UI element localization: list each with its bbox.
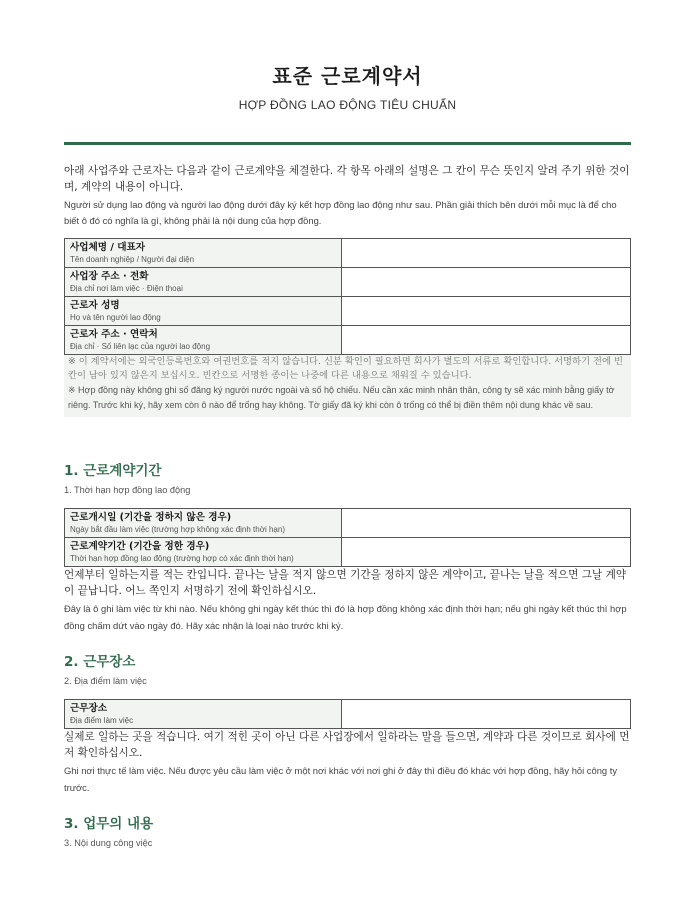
section-subtitle: 2. Địa điểm làm việc [64,676,147,686]
table-row [65,297,631,326]
note-korean: ※ 이 계약서에는 외국인등록번호와 여권번호를 적지 않습니다. 신분 확인이 필요하면 회사가 별도의 서류로 확인합니다. 서명하기 전에 빈칸이 남아 있지 않은지 보십시오. 빈칸으로 서명한 종이는 나중에 다른 내용으로 채워질 수 있습니다. [68,356,623,381]
header-divider [64,142,631,145]
section-subtitle: 1. Thời hạn hợp đồng lao động [64,485,191,495]
field-label-korean: 사업장 주소 · 전화 [70,271,149,282]
field-label-vietnamese: Địa chỉ nơi làm việc · Điện thoại [70,284,183,293]
section-title: 1. 근로계약기간 [64,463,162,479]
field-label-korean: 근로개시일 (기간을 정하지 않은 경우) [70,512,232,523]
section-subtitle: 3. Nội dung công việc [64,838,153,848]
field-label-vietnamese: Thời hạn hợp đồng lao động (trường hợp có xác định thời hạn) [70,554,294,563]
field-label-vietnamese: Tên doanh nghiệp / Người đại diện [70,255,195,264]
field-label-vietnamese: Địa chỉ · Số liên lạc của người lao động [70,342,211,351]
section-job-description [64,812,631,848]
document-subtitle: HỢP ĐỒNG LAO ĐỘNG TIÊU CHUẨN [238,98,457,112]
start-date-field[interactable] [342,509,631,538]
field-label [65,326,342,355]
field-label-vietnamese: Họ và tên người lao động [70,313,161,322]
parties-note [64,355,631,417]
intro-vietnamese: Người sử dụng lao động và người lao động dưới đây ký kết hợp đồng lao động như sau. Phần giải thích bên dưới mỗi mục là để cho biết ô đó có nghĩa là gì, không phải là nội dung của hợp đồng. [64,199,617,226]
field-label [65,239,342,268]
worker-name-field[interactable] [342,297,631,326]
field-label-korean: 근로계약기간 (기간을 정한 경우) [70,541,210,552]
table-row [65,538,631,567]
business-name-field[interactable] [342,239,631,268]
table-row [65,268,631,297]
workplace-table [64,699,631,729]
field-label-korean: 근로자 주소 · 연락처 [70,329,158,340]
table-row [65,700,631,729]
table-row [65,326,631,355]
field-label [65,700,342,729]
section-title: 2. 근무장소 [64,654,136,670]
workplace-field[interactable] [342,700,631,729]
field-label-vietnamese: Ngày bắt đầu làm việc (trường hợp không xác định thời hạn) [70,525,285,534]
document-title: 표준 근로계약서 [272,64,423,88]
field-label [65,297,342,326]
field-label [65,268,342,297]
field-label [65,538,342,567]
explanation-vietnamese: Đây là ô ghi làm việc từ khi nào. Nếu không ghi ngày kết thúc thì đó là hợp đồng không xác định thời hạn; nếu ghi ngày kết thúc thì hợp đồng chấm dứt vào ngày đó. Hãy xác nhận là loại nào trước khi ký. [64,603,627,631]
note-vietnamese: ※ Hợp đồng này không ghi số đăng ký người nước ngoài và số hộ chiếu. Nếu cần xác minh nhân thân, công ty sẽ xác minh bằng giấy tờ riêng. Trước khi ký, hãy xem còn ô nào để trống hay không. Tờ giấy đã ký khi còn ô trống có thể bị điền thêm nội dung khác về sau. [68,385,615,410]
explanation-korean: 실제로 일하는 곳을 적습니다. 여기 적힌 곳이 아닌 다른 사업장에서 일하라는 말을 들으면, 계약과 다른 것이므로 회사에 먼저 확인하십시오. [64,731,630,759]
field-label-korean: 근무장소 [70,703,108,714]
field-label-vietnamese: Địa điểm làm việc [70,716,134,725]
explanation-vietnamese: Ghi nơi thực tế làm việc. Nếu được yêu cầu làm việc ở một nơi khác với nơi ghi ở đây thì điều đó khác với hợp đồng, hãy hỏi công ty trước. [64,765,618,793]
worker-address-field[interactable] [342,326,631,355]
table-row [65,509,631,538]
section-title: 3. 업무의 내용 [64,816,154,832]
contract-period-table [64,508,631,567]
field-label-korean: 사업체명 / 대표자 [70,242,146,253]
explanation-korean: 언제부터 일하는지를 적는 칸입니다. 끝나는 날을 적지 않으면 기간을 정하지 않은 계약이고, 끝나는 날을 적으면 그날 계약이 끝납니다. 어느 쪽인지 서명하기 전에 확인하십시오. [64,569,627,597]
field-label-korean: 근로자 성명 [70,300,120,311]
intro-korean: 아래 사업주와 근로자는 다음과 같이 근로계약을 체결한다. 각 항목 아래의 설명은 그 칸이 무슨 뜻인지 알려 주기 위한 것이며, 계약의 내용이 아니다. [64,165,630,193]
section-workplace [64,650,631,796]
field-label [65,509,342,538]
document-header [64,0,631,112]
workplace-address-field[interactable] [342,268,631,297]
parties-table [64,238,631,355]
contract-period-field[interactable] [342,538,631,567]
table-row [65,239,631,268]
section-contract-period [64,459,631,634]
